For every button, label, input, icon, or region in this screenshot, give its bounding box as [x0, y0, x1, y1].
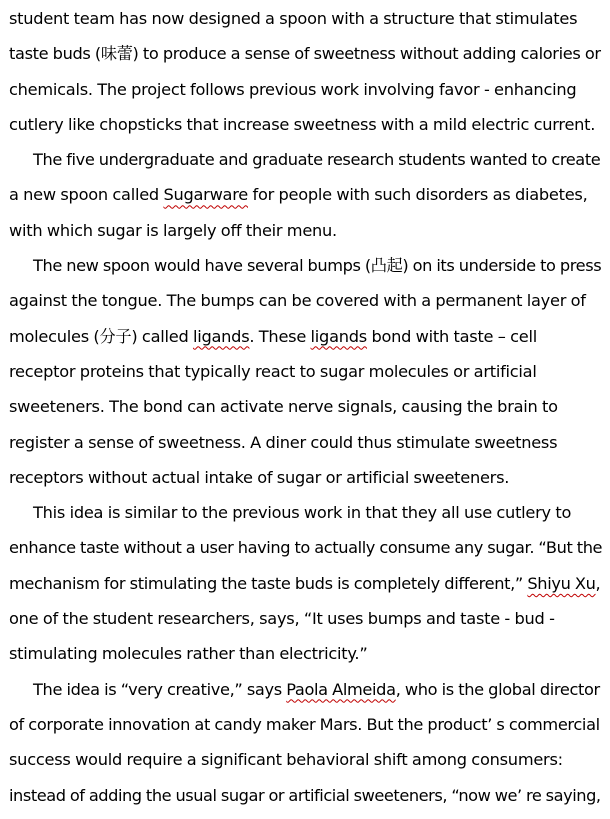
text-span: , who is the global director	[395, 679, 600, 699]
text-line	[9, 107, 603, 142]
text-span: taste buds (味蕾) to produce a sense of sweetness without adding calories or	[9, 44, 601, 64]
text-line	[9, 778, 603, 813]
text-span: molecules (分子) called	[9, 326, 193, 346]
text-span: . These	[249, 326, 311, 346]
text-span: receptor proteins that typically react to sugar molecules or artificial	[9, 361, 537, 381]
text-span: student team has now designed a spoon with a structure that stimulates	[9, 9, 578, 28]
text-line	[9, 636, 603, 671]
paragraph-start-line	[9, 672, 603, 707]
spellcheck-word[interactable]: ligands	[192, 326, 250, 346]
paragraph-start-line	[9, 495, 603, 530]
text-span: with which sugar is largely off their menu.	[9, 220, 337, 240]
text-line	[9, 354, 603, 389]
text-line	[9, 742, 603, 777]
text-line	[9, 283, 603, 318]
text-line	[9, 319, 603, 354]
text-line	[9, 530, 603, 565]
text-span: enhance taste without a user having to actually consume any sugar. “But the	[9, 538, 603, 558]
text-span: bond with taste – cell	[366, 326, 537, 346]
text-line	[9, 460, 603, 495]
text-line	[9, 425, 603, 460]
text-span: ,	[595, 573, 601, 593]
text-span: of corporate innovation at candy maker Mars. But the product’ s commercial	[9, 714, 600, 734]
text-line	[9, 213, 603, 248]
spellcheck-word[interactable]: Sugarware	[163, 185, 248, 205]
document-body	[9, 0, 603, 813]
text-span: receptors without actual intake of sugar or artificial sweeteners.	[9, 467, 510, 487]
spellcheck-word[interactable]: Shiyu Xu	[527, 573, 596, 593]
text-span: cutlery like chopsticks that increase sweetness with a mild electric current.	[9, 114, 596, 134]
text-span: against the tongue. The bumps can be covered with a permanent layer of	[9, 291, 586, 311]
text-span: one of the student researchers, says, “It uses bumps and taste - bud -	[9, 609, 555, 629]
text-span: sweeteners. The bond can activate nerve signals, causing the brain to	[9, 397, 558, 417]
text-span: stimulating molecules rather than electricity.”	[9, 644, 368, 664]
text-line	[9, 177, 603, 212]
text-line	[9, 72, 603, 107]
text-span: register a sense of sweetness. A diner could thus stimulate sweetness	[9, 432, 558, 452]
text-line	[9, 1, 603, 36]
text-line	[9, 36, 603, 71]
text-span: for people with such disorders as diabetes,	[248, 185, 588, 205]
text-span: success would require a significant behavioral shift among consumers:	[9, 750, 563, 770]
text-span: mechanism for stimulating the taste buds is completely different,”	[9, 573, 528, 593]
text-line	[9, 601, 603, 636]
text-line	[9, 707, 603, 742]
paragraph-start-line	[9, 142, 603, 177]
spellcheck-word[interactable]: ligands	[310, 326, 367, 346]
text-line	[9, 566, 603, 601]
text-span: a new spoon called	[9, 185, 164, 205]
text-span: The new spoon would have several bumps (凸起) on its underside to press	[33, 256, 602, 276]
text-span: The five undergraduate and graduate research students wanted to create	[33, 150, 601, 170]
text-span: chemicals. The project follows previous work involving favor - enhancing	[9, 79, 577, 99]
text-span: instead of adding the usual sugar or artificial sweeteners, “now we’ re saying,	[9, 785, 601, 805]
text-span: This idea is similar to the previous work in that they all use cutlery to	[33, 503, 572, 523]
paragraph-start-line	[9, 248, 603, 283]
text-span: The idea is “very creative,” says	[33, 679, 287, 699]
text-line	[9, 389, 603, 424]
spellcheck-word[interactable]: Paola Almeida	[286, 679, 396, 699]
